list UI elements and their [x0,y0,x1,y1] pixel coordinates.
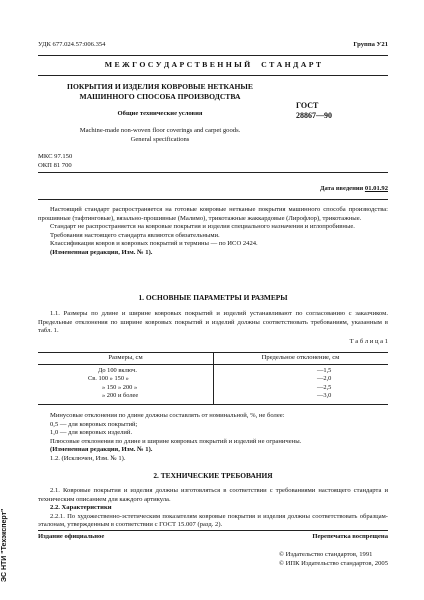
intro-paragraph: Классификация ковров и ковровых покрытий и термины — по ИСО 2424. [50,240,258,248]
table-cell-size: До 100 включ. [98,367,137,374]
intro-text [38,206,388,258]
intro-paragraph: Стандарт не распространяется на ковровые покрытия и изделия специального назначения и иглопробивные. [50,223,355,231]
minus-deviation-text: Минусовые отклонения по длине должны составлять от номинальной, %, не более: [50,412,285,419]
effective-date [320,185,388,194]
intro-paragraph: Настоящий стандарт распространяется на готовые ковровые нетканые покрытия машинного способа производства: прошивные (тафтинговые), вязально-прошивные (Малимо), трикотажные жаккардовые (Лирофлор), трикотажные. [38,206,388,222]
table-body [88,367,388,401]
english-title-line-2: General specifications [130,135,190,143]
copyright-line: © Издательство стандартов, 1991 [278,551,373,558]
english-title [40,127,280,144]
title-line-2: МАШИННОГО СПОСОБА ПРОИЗВОДСТВА [79,91,241,101]
intro-paragraph: Требования настоящего стандарта являются обязательными. [50,231,220,239]
mks-code: МКС 97.150 [38,153,73,160]
tolerance-text [38,412,388,464]
table-label: Т а б л и ц а 1 [349,338,388,345]
clause-1-1: 1.1. Размеры по длине и ширине ковровых покрытий и изделий устанавливают по согласованию с заказчиком. Предельные отклонения по ширине ковровых покрытий и изделий должны соответствовать требованиям, указанным в табл. 1. [38,310,388,335]
copyright-line: © ИПК Издательство стандартов, 2005 [278,559,388,567]
table-bottom-rule [38,404,388,405]
table-cell-deviation: —2,0 [317,375,332,383]
section-1-edit-note: (Измененная редакция, Изм. № 1). [50,446,153,454]
section-1-paragraph [38,310,388,336]
gost-label: ГОСТ [296,101,319,110]
doc-title [40,82,280,101]
effective-value: 01.01.92 [364,185,388,192]
minus-deviation-item: 0,5 — для ковровых покрытий; [50,420,138,428]
clause-2-2: 2.2. Характеристики [50,504,112,512]
reprint-notice: Перепечатка воспрещена [312,533,388,540]
table-cell-size: Св. 100 » 150 » [88,375,129,383]
clause-1-2: 1.2. (Исключен, Изм. № 1). [50,454,126,462]
gost-number: 28867—90 [296,111,332,120]
table-cell-size: » 200 и более [102,392,139,400]
table-header-rule [38,364,388,365]
minus-deviation-item: 1,0 — для ковровых изделий. [50,429,133,437]
codes-rule [38,172,388,173]
okp-code: ОКП 81 700 [38,161,72,169]
gost-block [296,101,332,121]
footer-rule [38,530,388,531]
title-line-1: ПОКРЫТИЯ И ИЗДЕЛИЯ КОВРОВЫЕ НЕТКАНЫЕ [67,82,253,91]
table-cell-deviation: —2,5 [317,383,332,391]
section-2-text [38,487,388,530]
classification-codes [38,153,72,170]
clause-2-2-1: 2.2.1. По художественно-эстетическим показателям ковровые покрытия и изделия должны соответствовать образцам-эталонам, утвержденным в соответствии с ГОСТ 15.007 (разд. 2). [38,512,388,529]
table-row [88,367,388,375]
english-title-line-1: Machine-made non-woven floor coverings and carpet goods. [79,127,241,134]
copyright-block [279,551,388,568]
udk-code: УДК 677.024.57:006.354 [38,41,106,48]
table-row [88,384,388,392]
banner-rule [38,75,388,76]
doc-subtitle: Общие технические условия [117,110,203,117]
table-cell-deviation: —3,0 [317,392,332,400]
table-cell-deviation: —1,5 [317,367,332,374]
table-row [88,375,388,383]
top-rule [38,55,388,56]
table-cell-size: » 150 » 200 » [102,383,138,391]
table-row [88,392,388,400]
table-header-deviation: Предельное отклонение, см [261,354,340,361]
clause-2-1: 2.1. Ковровые покрытия и изделия должны изготовляться в соответствии с требованиями настоящего стандарта и техническим описанием для каждого артикула. [38,487,388,503]
side-stamp: ЭС НТИ "Техэксперт" [1,508,8,582]
date-rule [38,199,388,200]
table-header-size: Размеры, см [108,354,143,361]
plus-deviation-text: Плюсовые отклонения по длине и ширине ковровых покрытий и изделий не ограничены. [50,437,302,445]
intro-edit-note: (Измененная редакция, Изм. № 1). [50,248,153,256]
effective-label: Дата введения [319,185,364,192]
official-edition: Издание официальное [38,533,105,540]
section-1-heading: 1. ОСНОВНЫЕ ПАРАМЕТРЫ И РАЗМЕРЫ [138,293,288,302]
group-code: Группа У21 [353,41,388,48]
section-2-heading: 2. ТЕХНИЧЕСКИЕ ТРЕБОВАНИЯ [153,471,273,480]
banner: М Е Ж Г О С У Д А Р С Т В Е Н Н Ы Й С Т А Н Д А Р Т [104,60,322,69]
